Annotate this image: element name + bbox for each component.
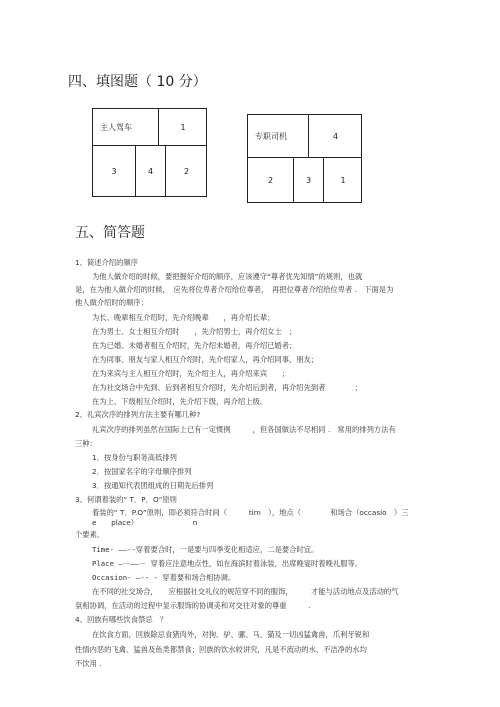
- q4-paragraph-line: 不饮用 .: [75, 659, 102, 668]
- q2-paragraph-line: 三种：: [75, 439, 97, 448]
- q1-order-item: 在为来宾与主人相互介绍时，先介绍主人，再介绍来宾 ；: [92, 369, 290, 378]
- diagram2-driver-label: 专职司机: [255, 131, 287, 141]
- section4-title: 四、填图题（ 10 分）: [68, 74, 207, 90]
- q3-paragraph-line: 氛相协调，在活动的过程中显示服饰的协调美和对交往对象的尊重 .: [75, 601, 311, 610]
- diagram2-seat-1: 1: [340, 176, 346, 185]
- q4-paragraph-line: 在饮食方面，回族除忌食猪肉外，对狗、驴、骡、马、猫及一切凶猛禽兽，爪利牙锐和: [92, 630, 370, 639]
- q1-order-item: 在为男士、女士相互介绍时 ，先介绍男士，再介绍女士 ；: [92, 327, 297, 336]
- q4-heading: 4、回族有哪些饮食禁忌 ？: [75, 615, 168, 624]
- q1-paragraph-line: 为他人做介绍的时候，要把握好介绍的顺序，应该遵守“尊者优先知情”的规则，也就: [92, 272, 363, 281]
- q4-paragraph-line: 性情内恶的飞禽、猛兽及鱼类都禁食；回族的饮水较讲究，凡是不流动的水、不洁净的水均: [75, 645, 367, 654]
- diagram1-seat-2: 2: [183, 167, 190, 176]
- diagram1-seat-4: 4: [147, 167, 154, 176]
- diagram2-seat-3: 3: [305, 176, 312, 185]
- q1-paragraph-line: 是，在为他人做介绍的时候， 应先将位卑者介绍给位尊者， 再把位尊者介绍给位卑者 . 下面是为: [75, 285, 394, 294]
- q1-heading: 1、简述介绍的顺序: [75, 258, 139, 267]
- q2-method-item: 3．按通知代表团组成的日期先后排列: [92, 481, 214, 490]
- diagram1-driver-label: 主人驾车: [100, 122, 132, 132]
- q3-occasion-line: Occasion- —-- - 穿着要和场合相协调。: [92, 573, 236, 582]
- q1-order-item: 在为社交场合中先到、后到者相互介绍时，先介绍后到者，再介绍先到者 ；: [92, 383, 362, 392]
- diagram1-seat-3: 3: [111, 167, 117, 176]
- q2-heading: 2、礼宾次序的排列方法主要有哪几种?: [75, 410, 201, 419]
- q1-order-item: 在为同事、朋友与家人相互介绍时，先介绍家人，再介绍同事、朋友；: [92, 355, 319, 364]
- q3-paragraph-line: e place） n: [92, 518, 198, 527]
- q1-order-item: 在为已婚、未婚者相互介绍时，先介绍未婚者，再介绍已婚者；: [92, 341, 297, 350]
- q1-order-item: 在为上、下级相互介绍时，先介绍下级，再介绍上级。: [92, 397, 268, 406]
- q3-place-line: Place —－——－ 穿着应注意地点性，如在海滨时着泳装，出席晚宴时着晚礼服等。: [92, 559, 363, 568]
- diagram1-seat-1: 1: [180, 122, 186, 132]
- seating-diagram-2: [247, 114, 362, 203]
- seating-diagram-1: [92, 108, 207, 197]
- section5-title: 五、简答题: [75, 225, 145, 241]
- diagram2-seat-2: 2: [267, 176, 274, 185]
- diagram2-seat-4: 4: [332, 131, 339, 141]
- q2-method-item: 1．按身份与职务高低排列: [92, 453, 177, 462]
- q1-paragraph-line: 他人做介绍时的顺序：: [75, 298, 148, 307]
- q2-paragraph-line: 礼宾次序的排列虽然在国际上已有一定惯例 ，但各国做法不尽相同 . 常用的排列方法有: [92, 425, 396, 434]
- q3-paragraph-line: 着装的“ T．P.O”原则，即必须符合时间（ tim ），地点（ 和场合（occasio ）三: [92, 508, 409, 517]
- q3-paragraph-line: 在不同的社交场合， 应根据社交礼仪的规范穿不同的服饰， 才能与活动地点及活动的气: [92, 587, 399, 596]
- q3-paragraph-line: 个要素。: [75, 530, 105, 539]
- q3-heading: 3、何谓着装的“ T．P．O”原则: [75, 495, 177, 504]
- q2-method-item: 2．按国家名字的字母顺序排列: [92, 467, 192, 476]
- q3-time-line: Time- ——--穿着要合时，一是要与四季变化相适应，二是要合时宜。: [92, 545, 319, 554]
- q1-order-item: 为长、晚辈相互介绍时，先介绍晚辈 ，再介绍长辈；: [92, 313, 275, 322]
